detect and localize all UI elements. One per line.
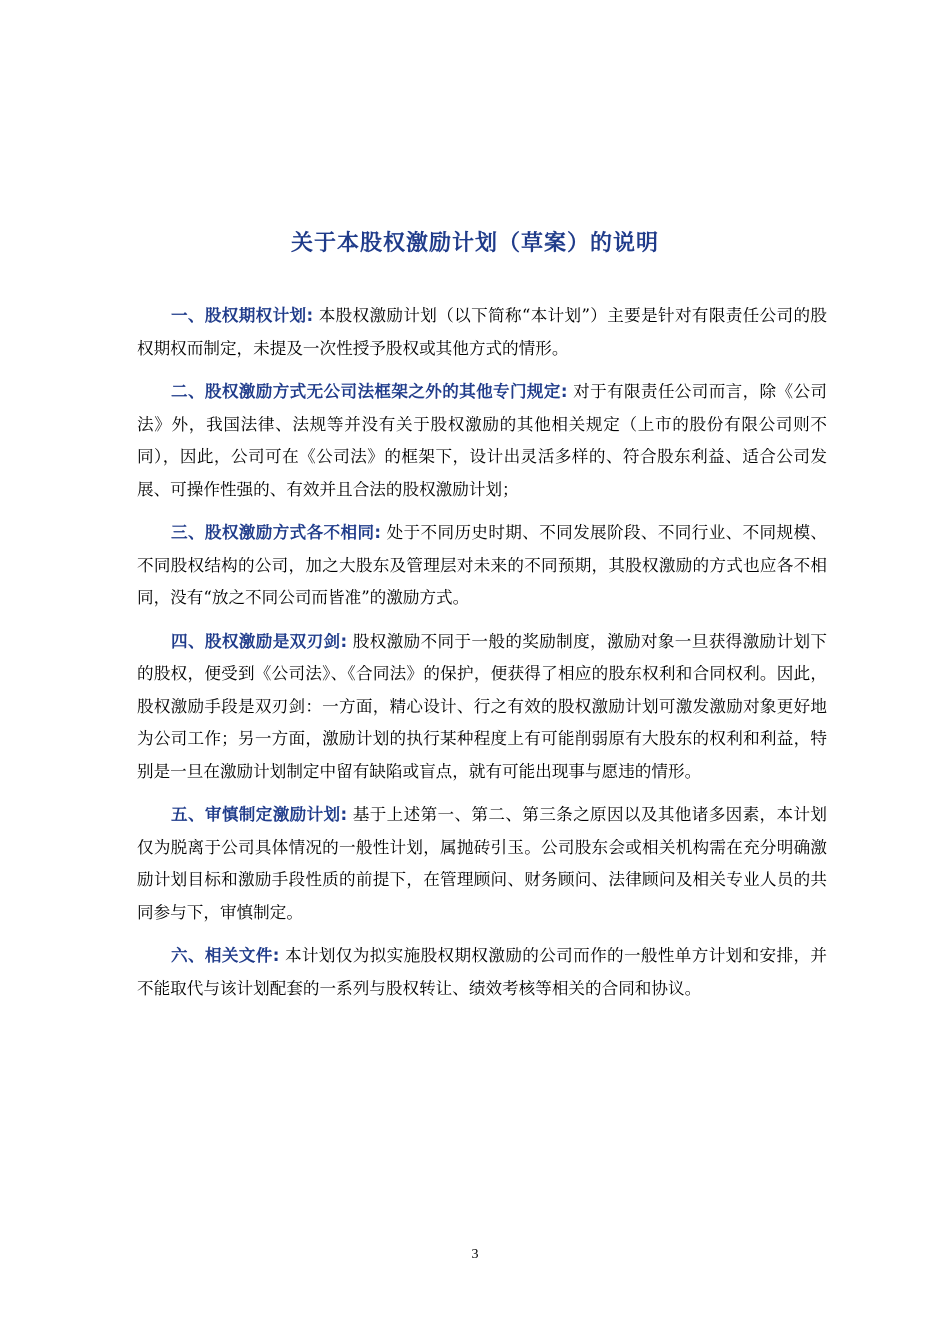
paragraph-5	[137, 799, 827, 929]
paragraph-heading: 六、相关文件:	[171, 946, 280, 965]
paragraph-text: 股权激励不同于一般的奖励制度，激励对象一旦获得激励计划下的股权，便受到《公司法》、《合同法》的保护，便获得了相应的股东权利和合同权利。因此，股权激励手段是双刃剑：一方面，精心设计、行之有效的股权激励计划可激发激励对象更好地为公司工作；另一方面，激励计划的执行某种程度上有可能削弱原有大股东的权利和利益，特别是一旦在激励计划制定中留有缺陷或盲点，就有可能出现事与愿违的情形。	[137, 631, 827, 781]
paragraph-text: 基于上述第一、第二、第三条之原因以及其他诸多因素，本计划仅为脱离于公司具体情况的一般性计划，属抛砖引玉。公司股东会或相关机构需在充分明确激励计划目标和激励手段性质的前提下，在管理顾问、财务顾问、法律顾问及相关专业人员的共同参与下，审慎制定。	[137, 805, 827, 922]
paragraph-text: 本计划仅为拟实施股权期权激励的公司而作的一般性单方计划和安排，并不能取代与该计划配套的一系列与股权转让、绩效考核等相关的合同和协议。	[137, 946, 827, 998]
paragraph-heading: 二、股权激励方式无公司法框架之外的其他专门规定:	[171, 382, 568, 401]
paragraph-2	[137, 376, 827, 506]
paragraph-heading: 五、审慎制定激励计划:	[171, 805, 348, 824]
document-body	[137, 300, 827, 1016]
paragraph-heading: 四、股权激励是双刃剑:	[171, 631, 348, 651]
paragraph-text: 处于不同历史时期、不同发展阶段、不同行业、不同规模、不同股权结构的公司，加之大股东及管理层对未来的不同预期，其股权激励的方式也应各不相同，没有“放之不同公司而皆准”的激励方式。	[137, 523, 827, 607]
page-number: 3	[471, 1247, 479, 1262]
paragraph-heading: 三、股权激励方式各不相同:	[171, 523, 382, 542]
paragraph-3	[137, 517, 827, 615]
paragraph-4	[137, 626, 827, 789]
paragraph-text: 本股权激励计划（以下简称“本计划”）主要是针对有限责任公司的股权期权而制定，未提及一次性授予股权或其他方式的情形。	[137, 306, 827, 358]
paragraph-6	[137, 940, 827, 1005]
document-title: 关于本股权激励计划（草案）的说明	[290, 231, 659, 256]
paragraph-heading: 一、股权期权计划:	[171, 306, 314, 325]
paragraph-text: 对于有限责任公司而言，除《公司法》外，我国法律、法规等并没有关于股权激励的其他相关规定（上市的股份有限公司则不同），因此，公司可在《公司法》的框架下，设计出灵活多样的、符合股东利益、适合公司发展、可操作性强的、有效并且合法的股权激励计划；	[137, 382, 827, 499]
paragraph-1	[137, 300, 827, 365]
